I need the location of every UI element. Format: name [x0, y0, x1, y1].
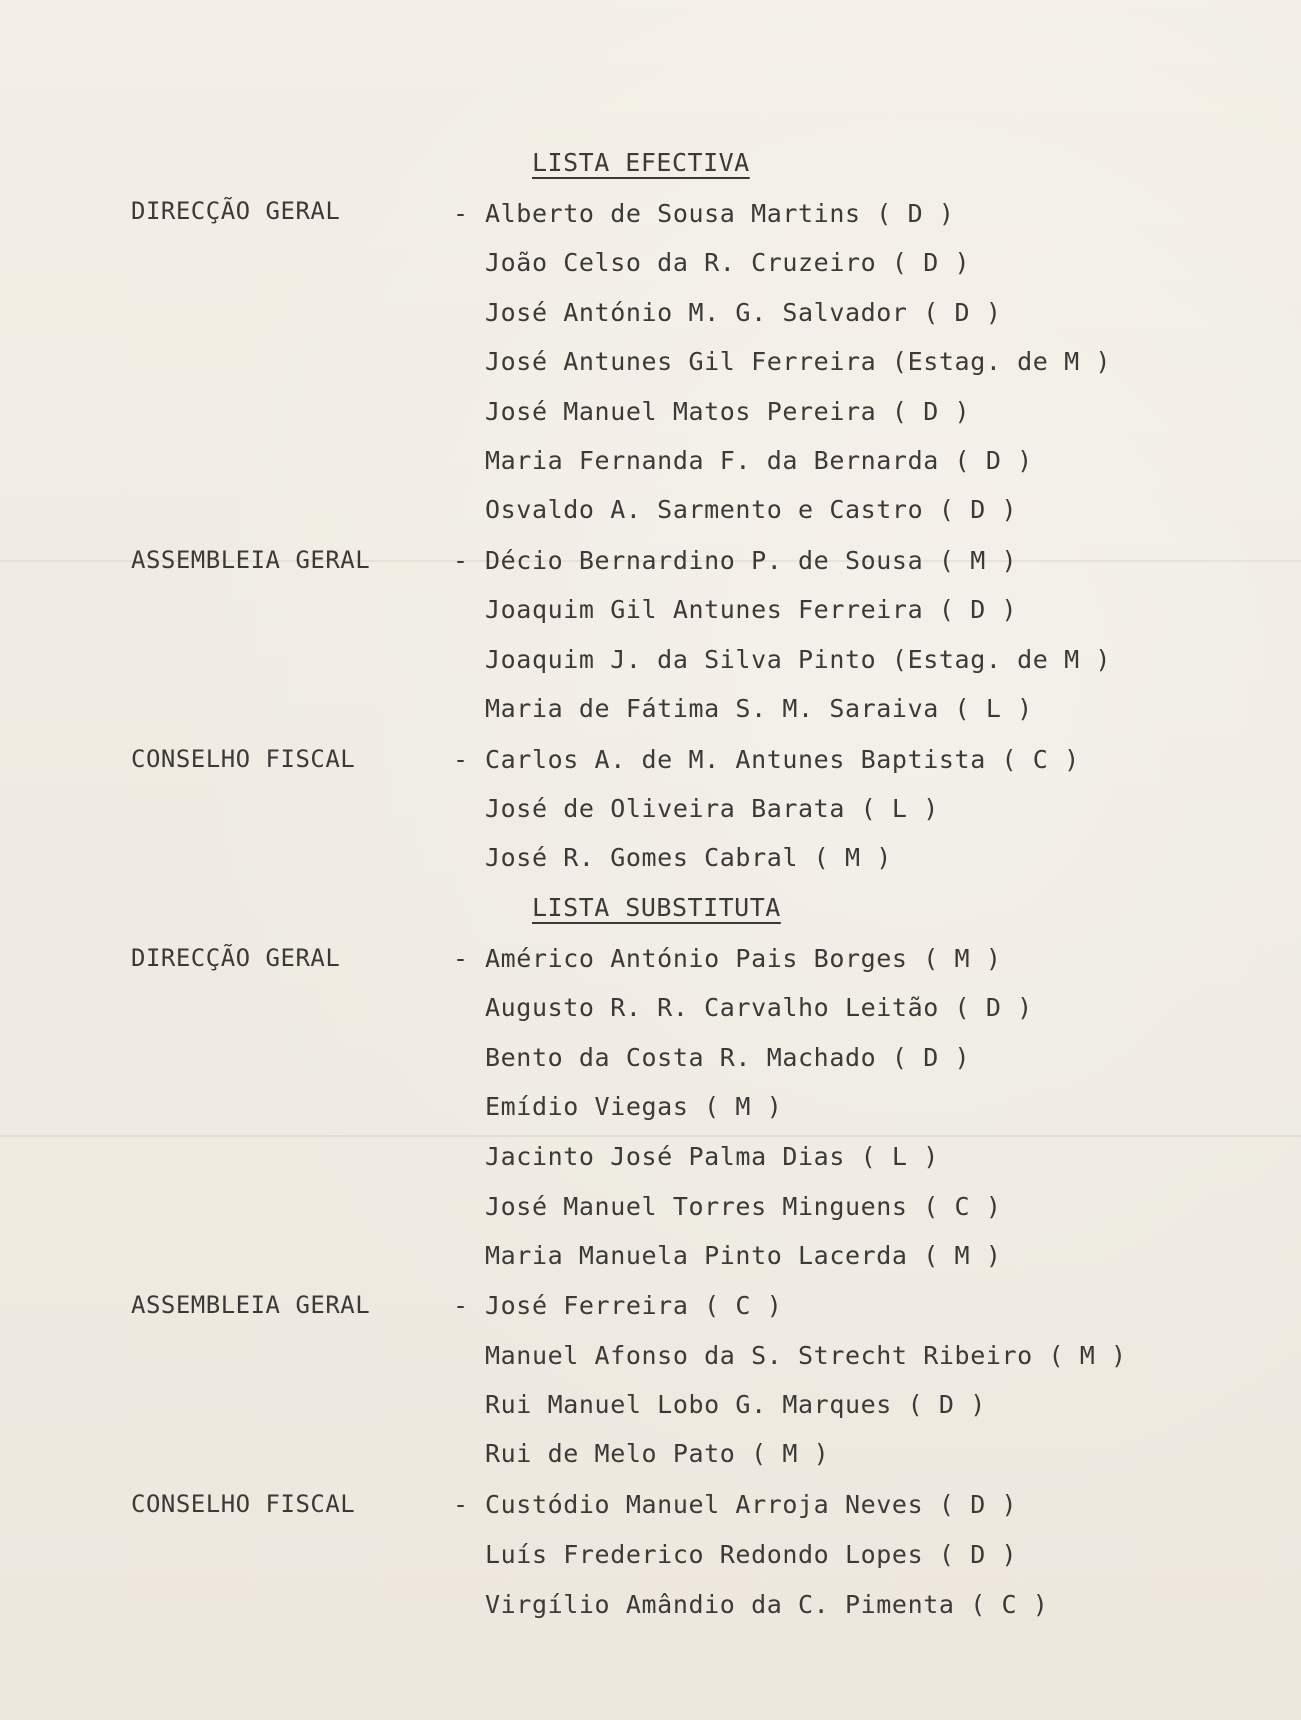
member-entry: Jacinto José Palma Dias ( L ) [485, 1142, 939, 1171]
member-entry: José Ferreira ( C ) [485, 1291, 783, 1320]
member-entry: Manuel Afonso da S. Strecht Ribeiro ( M ) [485, 1341, 1127, 1370]
member-entry: Bento da Costa R. Machado ( D ) [485, 1043, 971, 1072]
member-entry: Rui Manuel Lobo G. Marques ( D ) [485, 1390, 986, 1419]
member-entry: Joaquim J. da Silva Pinto (Estag. de M ) [485, 645, 1112, 674]
group-dash: - [453, 944, 469, 973]
lista-efectiva-heading: LISTA EFECTIVA [532, 148, 750, 177]
member-entry: José António M. G. Salvador ( D ) [485, 298, 1002, 327]
member-entry: José R. Gomes Cabral ( M ) [485, 843, 892, 872]
section-assembleia-geral: ASSEMBLEIA GERAL [131, 1291, 371, 1319]
group-dash: - [453, 199, 469, 228]
member-entry: José Antunes Gil Ferreira (Estag. de M ) [485, 347, 1112, 376]
group-dash: - [453, 1490, 469, 1519]
group-dash: - [453, 546, 469, 575]
member-entry: Maria Fernanda F. da Bernarda ( D ) [485, 446, 1033, 475]
lista-substituta-heading: LISTA SUBSTITUTA [532, 893, 781, 922]
member-entry: José Manuel Torres Minguens ( C ) [485, 1192, 1002, 1221]
member-entry: Maria Manuela Pinto Lacerda ( M ) [485, 1241, 1002, 1270]
section-assembleia-geral: ASSEMBLEIA GERAL [131, 546, 371, 574]
member-entry: Custódio Manuel Arroja Neves ( D ) [485, 1490, 1018, 1519]
member-entry: Augusto R. R. Carvalho Leitão ( D ) [485, 993, 1033, 1022]
member-entry: José Manuel Matos Pereira ( D ) [485, 397, 971, 426]
member-entry: Alberto de Sousa Martins ( D ) [485, 199, 955, 228]
member-entry: Carlos A. de M. Antunes Baptista ( C ) [485, 745, 1080, 774]
paper-fold-line [0, 1135, 1301, 1137]
member-entry: Décio Bernardino P. de Sousa ( M ) [485, 546, 1018, 575]
section-direccao-geral: DIRECÇÃO GERAL [131, 197, 341, 225]
member-entry: Emídio Viegas ( M ) [485, 1092, 783, 1121]
section-conselho-fiscal: CONSELHO FISCAL [131, 1490, 356, 1518]
member-entry: Maria de Fátima S. M. Saraiva ( L ) [485, 694, 1033, 723]
member-entry: João Celso da R. Cruzeiro ( D ) [485, 248, 971, 277]
member-entry: Osvaldo A. Sarmento e Castro ( D ) [485, 495, 1018, 524]
member-entry: Américo António Pais Borges ( M ) [485, 944, 1002, 973]
group-dash: - [453, 745, 469, 774]
member-entry: José de Oliveira Barata ( L ) [485, 794, 939, 823]
member-entry: Virgílio Amândio da C. Pimenta ( C ) [485, 1590, 1049, 1619]
member-entry: Luís Frederico Redondo Lopes ( D ) [485, 1540, 1018, 1569]
member-entry: Rui de Melo Pato ( M ) [485, 1439, 830, 1468]
section-direccao-geral: DIRECÇÃO GERAL [131, 944, 341, 972]
section-conselho-fiscal: CONSELHO FISCAL [131, 745, 356, 773]
group-dash: - [453, 1291, 469, 1320]
member-entry: Joaquim Gil Antunes Ferreira ( D ) [485, 595, 1018, 624]
